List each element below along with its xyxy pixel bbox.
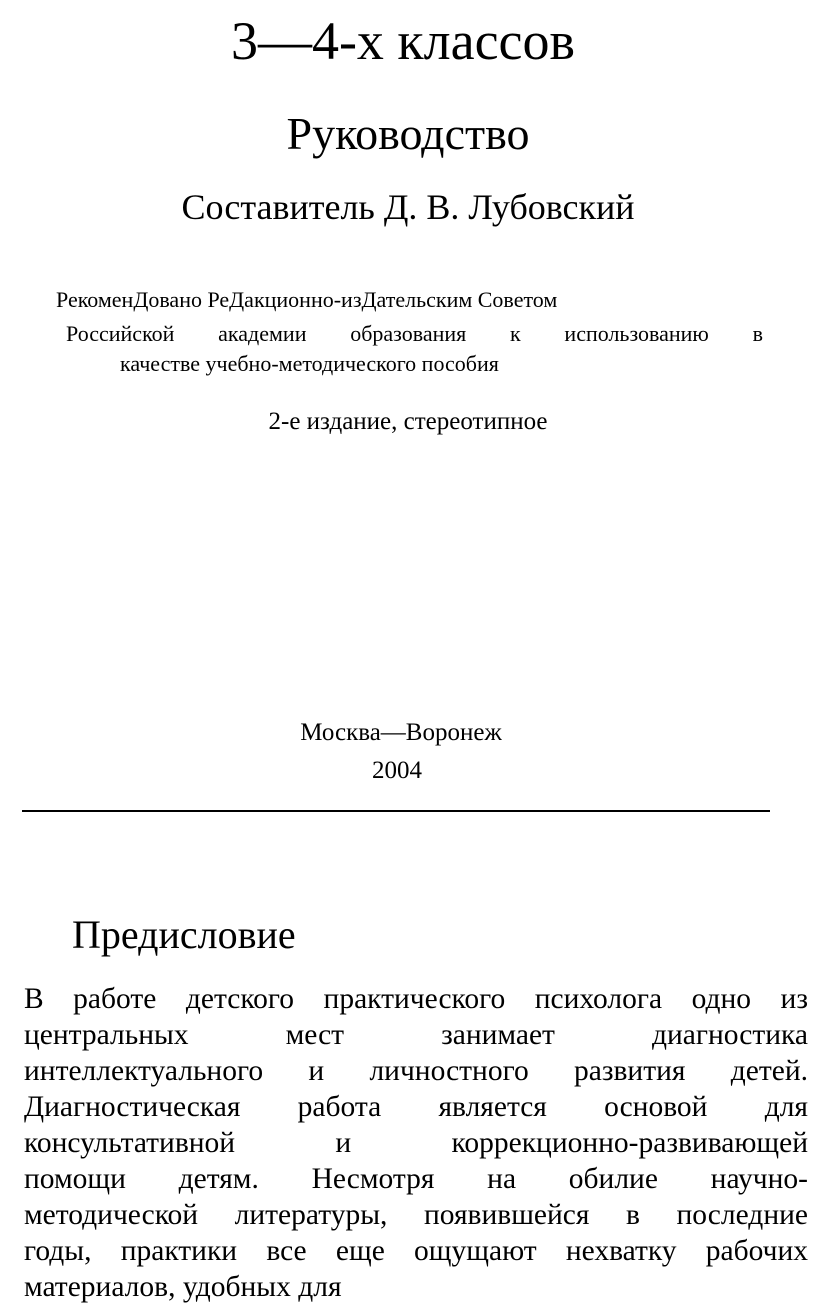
recommendation-line: Российской академии образования к использованию в — [66, 321, 763, 346]
preface-line: годы, практики все еще ощущают нехватку рабочих — [24, 1235, 808, 1267]
recommendation-line: РекоменДовано РеДакционно-изДательским Советом — [56, 287, 558, 312]
preface-line: помощи детям. Несмотря на обилие научно- — [24, 1163, 808, 1195]
preface-line: методической литературы, появившейся в последние — [24, 1199, 808, 1231]
horizontal-divider — [22, 810, 770, 812]
preface-line: консультативной и коррекционно-развивающей — [24, 1127, 808, 1159]
publication-city: Москва—Воронеж — [300, 719, 502, 746]
preface-line: центральных мест занимает диагностика — [24, 1019, 808, 1051]
edition-note: 2-е издание, стереотипное — [268, 408, 548, 435]
publication-year: 2004 — [372, 757, 422, 784]
preface-line: Диагностическая работа является основой для — [24, 1091, 808, 1123]
book-title: 3—4-х классов — [230, 11, 576, 71]
preface-line: материалов, удобных для — [24, 1271, 342, 1303]
book-subtitle: Руководство — [286, 108, 530, 159]
preface-line: интеллектуального и личностного развития детей. — [24, 1055, 808, 1087]
recommendation-line: качестве учебно-методического пособия — [120, 351, 499, 376]
preface-line: В работе детского практического психолога одно из — [24, 983, 808, 1015]
compiler-credit: Составитель Д. В. Лубовский — [181, 187, 635, 227]
preface-heading: Предисловие — [72, 912, 296, 957]
